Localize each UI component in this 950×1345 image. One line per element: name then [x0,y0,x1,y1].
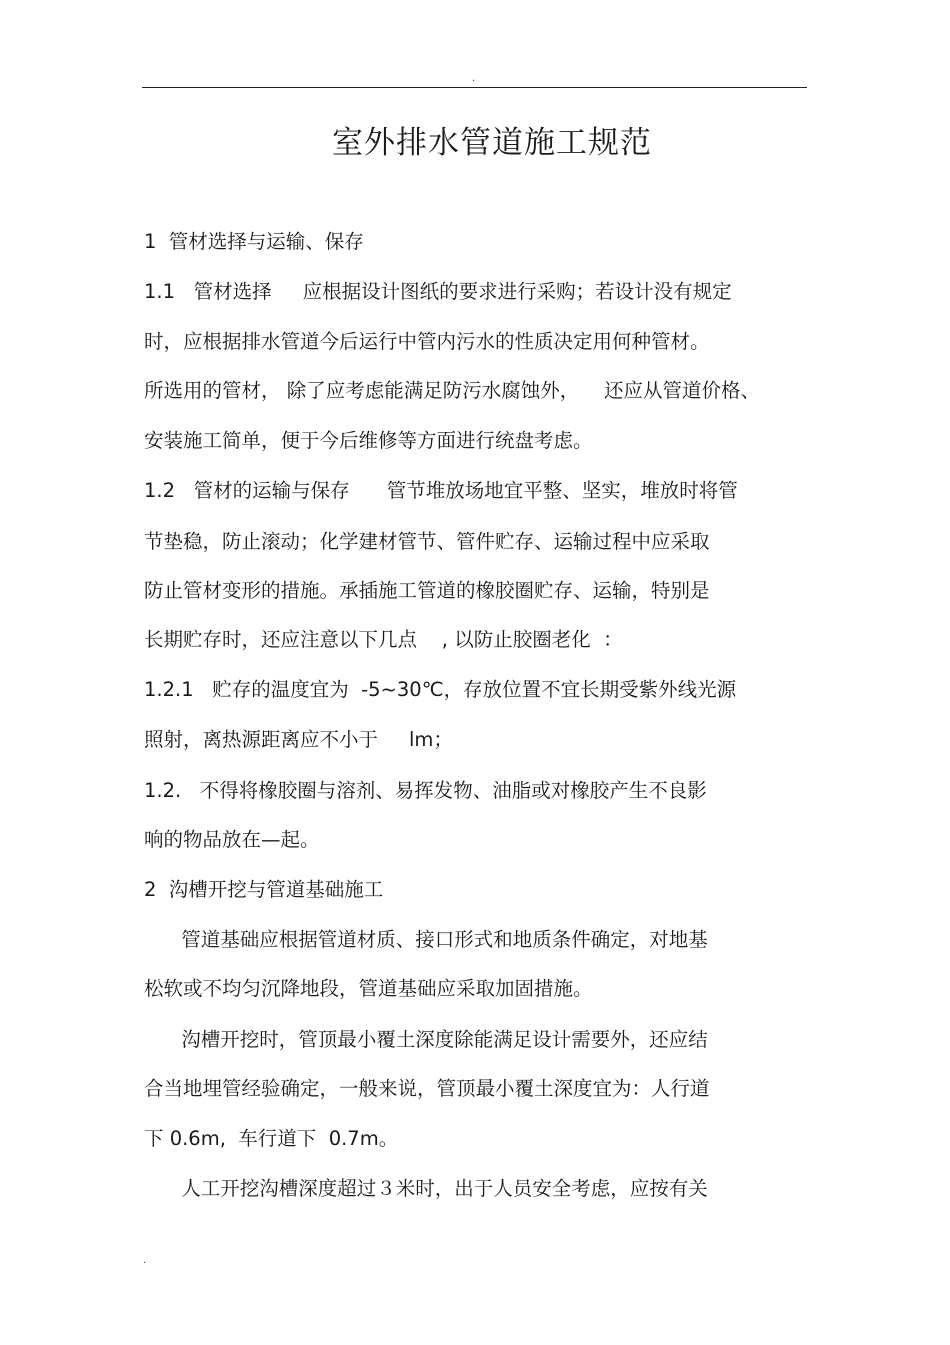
footer-dot-mark: . [143,1255,147,1266]
header-rule [142,87,807,88]
text-line: 时，应根据排水管道今后运行中管内污水的性质决定用何种管材。 [144,330,710,353]
text-line: 响的物品放在—起。 [144,828,320,851]
text-line: 管道基础应根据管道材质、接口形式和地质条件确定，对地基 [144,928,708,951]
text-line: 安装施工简单，便于今后维修等方面进行统盘考虑。 [144,429,593,452]
text-line: 人工开挖沟槽深度超过３米时，出于人员安全考虑，应按有关 [144,1177,708,1200]
text-line: 长期贮存时，还应注意以下几点 , 以防止胶圈老化 ： [144,628,623,651]
text-line: 所选用的管材， 除了应考虑能满足防污水腐蚀外， 还应从管道价格、 [144,379,760,402]
text-line: 沟槽开挖时，管顶最小覆土深度除能满足设计需要外，还应结 [144,1028,708,1051]
text-line: 1.2. 不得将橡胶圈与溶剂、易挥发物、油脂或对橡胶产生不良影 [144,779,707,802]
text-line: 松软或不均匀沉降地段，管道基础应采取加固措施。 [144,977,593,1000]
text-line: 1.2.1 贮存的温度宜为 -5~30℃，存放位置不宜长期受紫外线光源 [144,678,737,701]
text-line: 1.2 管材的运输与保存 管节堆放场地宜平整、坚实，堆放时将管 [144,479,738,502]
heading-1: 1 管材选择与运输、保存 [144,230,364,253]
document-title: 室外排水管道施工规范 [332,125,652,161]
header-dot-mark: . [472,73,476,84]
text-line: 防止管材变形的措施。承插施工管道的橡胶圈贮存、运输，特别是 [144,579,710,602]
text-line: 合当地埋管经验确定，一般来说，管顶最小覆土深度宜为：人行道 [144,1077,710,1100]
text-line: 下 0.6m, 车行道下 0.7m。 [144,1127,399,1150]
text-line: 节垫稳，防止滚动；化学建材管节、管件贮存、运输过程中应采取 [144,530,710,553]
text-line: 照射，离热源距离应不小于 lm； [144,728,453,751]
heading-2: 2 沟槽开挖与管道基础施工 [144,878,384,901]
text-line: 1.1 管材选择 应根据设计图纸的要求进行采购；若设计没有规定 [144,280,732,303]
